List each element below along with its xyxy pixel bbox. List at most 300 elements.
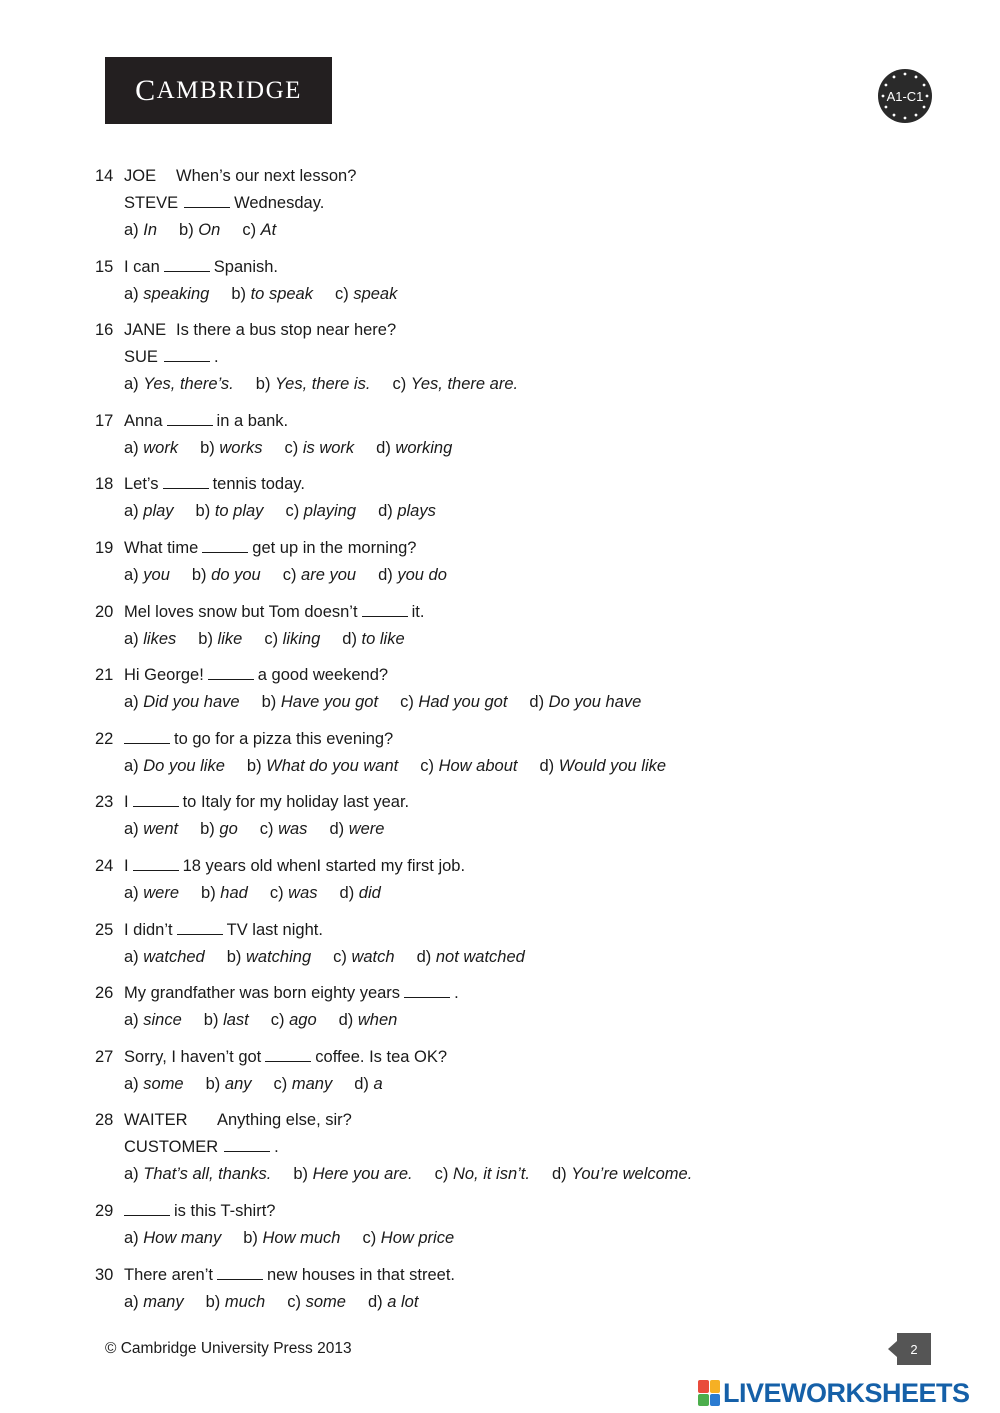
option-text: much [224,1292,266,1311]
answer-options [95,816,895,843]
question-17 [95,408,895,462]
question-line [95,344,895,371]
answer-option[interactable] [264,630,320,648]
option-text: not watched [435,947,525,966]
star-dot [926,95,929,98]
question-text [124,1262,455,1289]
option-text: Yes, there’s. [143,375,234,394]
answer-option[interactable] [124,439,178,457]
option-letter: c) [284,438,299,457]
question-number: 23 [95,793,114,812]
answer-blank[interactable] [164,257,210,272]
answer-option[interactable] [201,884,248,902]
stem-text-after: to go for a pizza this evening? [174,729,394,748]
question-28 [95,1107,895,1188]
option-letter: b) [200,820,215,839]
question-number: 25 [95,920,114,939]
question-number: 15 [95,257,114,276]
question-line [95,1134,895,1161]
option-text: Here you are. [312,1165,413,1184]
star-dot [893,76,896,79]
question-25 [95,917,895,971]
option-text: many [291,1074,333,1093]
answer-blank[interactable] [133,792,179,807]
question-number: 29 [95,1201,114,1220]
answer-option[interactable] [293,1165,412,1183]
answer-options [95,1071,895,1098]
answer-options [95,217,895,244]
option-text: How many [143,1228,222,1247]
answer-option[interactable] [124,1011,182,1029]
level-badge [878,69,932,123]
question-24 [95,853,895,907]
question-line [95,1107,895,1134]
answer-blank[interactable] [184,193,230,208]
stem-text: When’s our next lesson? [176,167,357,185]
option-letter: a) [124,1228,139,1247]
question-number: 14 [95,167,114,185]
question-line [95,254,895,281]
option-letter: a) [124,284,139,303]
answer-blank[interactable] [217,1265,263,1280]
answer-blank[interactable] [124,1201,170,1216]
question-text [124,190,324,217]
answer-blank[interactable] [208,665,254,680]
answer-options [95,1161,895,1188]
answer-options [95,371,895,398]
question-line [95,190,895,217]
stem-text-after: . [213,348,219,367]
option-letter: c) [285,502,300,521]
answer-option[interactable] [270,884,318,902]
option-text: to speak [250,284,313,303]
option-text: watch [351,947,395,966]
stem-text: There aren’t [124,1265,213,1284]
answer-option[interactable] [539,757,666,775]
speaker-name: WAITER [124,1111,188,1130]
answer-blank[interactable] [163,474,209,489]
option-letter: c) [259,820,274,839]
answer-option[interactable] [124,1229,221,1247]
answer-options [95,753,895,780]
question-text [124,535,416,562]
stem-text: Anna [124,411,163,430]
option-letter: c) [434,1165,449,1184]
option-letter: d) [378,565,393,584]
question-19 [95,535,895,589]
question-16 [95,317,895,398]
option-text: In [143,221,158,239]
answer-option[interactable] [124,820,178,838]
question-text [124,344,219,371]
option-text: Have you got [280,693,379,712]
option-letter: b) [246,756,262,775]
answer-option[interactable] [283,566,356,584]
option-text: play [143,502,174,521]
answer-option[interactable] [368,1293,418,1311]
option-letter: b) [226,947,242,966]
answer-blank[interactable] [362,602,408,617]
option-text: some [143,1074,184,1093]
option-text: speak [353,284,398,303]
answer-option[interactable] [271,1011,317,1029]
stem-text-after: is this T-shirt? [174,1201,276,1220]
option-text: go [219,820,238,839]
option-text: On [198,221,221,239]
option-letter: d) [339,883,355,902]
option-letter: a) [124,502,139,521]
logo-rest: AMBRIDGE [156,76,302,104]
option-text: Did you have [143,693,240,712]
star-dot [923,106,926,109]
option-text: speaking [143,284,210,303]
answer-option[interactable] [335,285,397,303]
option-text: Yes, there are. [410,375,519,394]
answer-option[interactable] [200,820,238,838]
stem-text: I [124,856,129,875]
answer-option[interactable] [333,948,394,966]
option-letter: c) [334,284,349,303]
option-letter: c) [269,883,284,902]
question-15 [95,254,895,308]
answer-options [95,562,895,589]
question-text [124,917,323,944]
answer-blank[interactable] [404,983,450,998]
option-letter: d) [329,820,345,839]
option-text: a lot [387,1292,419,1311]
option-letter: a) [124,629,139,648]
question-text [124,599,424,626]
answer-blank[interactable] [133,856,179,871]
question-text [124,789,409,816]
option-letter: b) [198,629,213,648]
option-text: ago [289,1011,317,1030]
level-badge-label: A1-C1 [886,88,924,104]
question-number: 27 [95,1047,114,1066]
answer-blank[interactable] [167,411,213,426]
option-letter: c) [392,375,407,394]
question-line [95,163,895,190]
question-text [124,980,459,1007]
answer-option[interactable] [198,630,242,648]
question-list [95,163,895,1325]
answer-option[interactable] [340,884,381,902]
answer-option[interactable] [124,285,209,303]
answer-option[interactable] [124,884,179,902]
question-26 [95,980,895,1034]
answer-option[interactable] [242,221,276,239]
option-letter: a) [124,820,139,839]
question-number: 28 [95,1111,114,1130]
star-dot [915,114,918,117]
option-text: plays [397,502,436,521]
stem-text: I didn’t [124,920,173,939]
answer-blank[interactable] [265,1047,311,1062]
stem-text-after: new houses in that street. [266,1265,455,1284]
option-text: working [395,438,453,457]
question-number: 30 [95,1265,114,1284]
star-dot [904,117,907,120]
question-number: 26 [95,984,114,1003]
option-text: you [143,565,170,584]
question-text [124,1107,352,1134]
answer-option[interactable] [124,693,240,711]
answer-option[interactable] [287,1293,346,1311]
answer-option[interactable] [124,221,157,239]
answer-blank[interactable] [164,347,210,362]
answer-option[interactable] [124,1165,271,1183]
answer-option[interactable] [339,1011,398,1029]
question-number: 21 [95,666,114,685]
answer-blank[interactable] [224,1137,270,1152]
answer-option[interactable] [378,566,447,584]
option-text: was [278,820,308,839]
stem-text: I can [124,257,160,276]
option-letter: b) [255,375,271,394]
option-text: work [143,438,179,457]
option-text: some [305,1292,346,1311]
question-line [95,599,895,626]
option-letter: b) [243,1228,258,1247]
option-letter: d) [367,1292,383,1311]
option-letter: b) [191,565,207,584]
answer-option[interactable] [206,1293,266,1311]
stem-text-after: get up in the morning? [252,538,417,557]
option-text: No, it isn’t. [452,1165,530,1184]
answer-option[interactable] [342,630,404,648]
option-text: were [348,820,385,839]
question-line [95,980,895,1007]
question-text [124,254,278,281]
liveworksheets-wordmark: LIVEWORKSHEETS [723,1377,970,1408]
answer-option[interactable] [260,820,308,838]
stem-text-after: . [274,1138,279,1157]
question-number: 22 [95,729,114,748]
question-number: 17 [95,411,114,430]
answer-option[interactable] [247,757,398,775]
option-letter: a) [124,565,139,584]
option-text: is work [302,438,355,457]
answer-option[interactable] [420,757,517,775]
question-text [124,662,388,689]
option-text: you do [397,565,447,584]
option-letter: c) [273,1074,288,1093]
question-23 [95,789,895,843]
question-14 [95,163,895,244]
answer-option[interactable] [529,693,641,711]
option-text: many [143,1292,184,1311]
stem-text-after: Wednesday. [234,194,325,212]
answer-option[interactable] [435,1165,530,1183]
option-text: any [224,1074,252,1093]
speaker-name: SUE [124,348,158,367]
option-letter: c) [362,1228,377,1247]
answer-blank[interactable] [124,729,170,744]
option-text: How much [262,1228,341,1247]
stem-text-after: a good weekend? [257,666,389,685]
option-letter: a) [124,756,139,775]
answer-option[interactable] [204,1011,249,1029]
answer-options [95,1289,895,1316]
option-text: to play [214,502,264,521]
question-line [95,662,895,689]
answer-option[interactable] [243,1229,340,1247]
liveworksheets-logo [698,1378,970,1408]
option-text: Would you like [558,756,667,775]
question-20 [95,599,895,653]
answer-option[interactable] [196,502,264,520]
speaker-name: STEVE [124,194,179,212]
option-text: went [143,820,179,839]
answer-option[interactable] [256,375,371,393]
question-text [124,1134,279,1161]
option-text: had [220,883,248,902]
answer-option[interactable] [376,439,452,457]
question-21 [95,662,895,716]
answer-option[interactable] [124,502,174,520]
option-letter: a) [124,693,139,712]
copyright-notice: © Cambridge University Press 2013 [105,1340,352,1357]
speaker-name: CUSTOMER [124,1138,219,1157]
option-text: since [143,1011,182,1030]
stem-text: My grandfather was born eighty years [124,984,401,1003]
answer-option[interactable] [179,221,220,239]
answer-option[interactable] [124,1293,184,1311]
option-text: Do you like [143,756,225,775]
stem-text: Sorry, I haven’t got [124,1047,262,1066]
option-text: last [223,1011,249,1030]
answer-options [95,498,895,525]
question-line [95,408,895,435]
stem-text: I [124,793,129,812]
answer-option[interactable] [552,1165,692,1183]
star-dot [893,114,896,117]
answer-option[interactable] [354,1075,382,1093]
option-letter: d) [378,502,393,521]
option-text: playing [303,502,357,521]
answer-option[interactable] [378,502,436,520]
answer-option[interactable] [124,757,225,775]
stem-text: Anything else, sir? [217,1111,352,1130]
option-letter: c) [282,565,297,584]
option-text: watching [246,947,312,966]
question-text [124,471,305,498]
answer-options [95,1225,895,1252]
option-letter: a) [124,1011,139,1030]
option-letter: a) [124,221,139,239]
option-letter: c) [420,756,434,775]
answer-option[interactable] [206,1075,252,1093]
option-text: You’re welcome. [571,1165,693,1184]
question-number: 24 [95,856,114,875]
question-text [124,1044,447,1071]
option-letter: d) [338,1011,354,1030]
answer-option[interactable] [200,439,262,457]
answer-option[interactable] [400,693,507,711]
option-letter: a) [124,375,139,394]
speaker-name: JOE [124,167,157,185]
stem-text-after: it. [411,602,425,621]
answer-options [95,435,895,462]
question-number: 19 [95,538,114,557]
answer-option[interactable] [192,566,261,584]
question-line [95,726,895,753]
question-line [95,853,895,880]
option-letter: c) [270,1011,285,1030]
option-letter: b) [205,1292,221,1311]
answer-option[interactable] [124,375,234,393]
answer-option[interactable] [124,566,170,584]
answer-option[interactable] [392,375,518,393]
answer-options [95,689,895,716]
logo-initial: C [135,73,157,107]
option-text: did [358,883,381,902]
answer-option[interactable] [362,1229,454,1247]
option-letter: d) [551,1165,567,1184]
question-text [124,1198,275,1225]
stem-text-after: tennis today. [212,475,305,494]
answer-option[interactable] [284,439,354,457]
question-number: 18 [95,475,114,494]
answer-option[interactable] [124,1075,184,1093]
stem-text-after: 18 years old whenI started my first job. [182,856,466,875]
option-letter: a) [124,883,139,902]
question-number: 20 [95,602,114,621]
option-text: works [219,438,263,457]
question-text [124,163,356,190]
star-dot [904,73,907,76]
option-text: were [143,883,180,902]
question-line [95,471,895,498]
answer-option[interactable] [262,693,379,711]
answer-options [95,944,895,971]
option-text: do you [211,565,261,584]
option-letter: d) [416,947,432,966]
answer-option[interactable] [124,948,205,966]
page-number: 2 [897,1333,931,1365]
answer-option[interactable] [274,1075,333,1093]
option-text: Yes, there is. [275,375,371,394]
star-dot [885,106,888,109]
stem-text-after: Spanish. [213,257,278,276]
option-letter: b) [195,502,211,521]
stem-text-after: in a bank. [216,411,289,430]
question-line [95,1262,895,1289]
option-letter: b) [200,438,215,457]
answer-option[interactable] [227,948,311,966]
option-letter: b) [293,1165,309,1184]
option-letter: c) [287,1292,301,1311]
answer-blank[interactable] [177,920,223,935]
option-text: like [217,629,243,648]
answer-options [95,1007,895,1034]
answer-option[interactable] [417,948,525,966]
answer-option[interactable] [285,502,356,520]
answer-option[interactable] [329,820,384,838]
question-number: 16 [95,321,114,340]
answer-option[interactable] [231,285,313,303]
stem-text: Let’s [124,475,159,494]
speaker-name: JANE [124,321,167,340]
answer-option[interactable] [124,630,176,648]
option-letter: a) [124,1074,139,1093]
stem-text: What time [124,538,199,557]
question-29 [95,1198,895,1252]
answer-blank[interactable] [202,538,248,553]
answer-options [95,626,895,653]
question-22 [95,726,895,780]
option-text: How price [380,1228,455,1247]
